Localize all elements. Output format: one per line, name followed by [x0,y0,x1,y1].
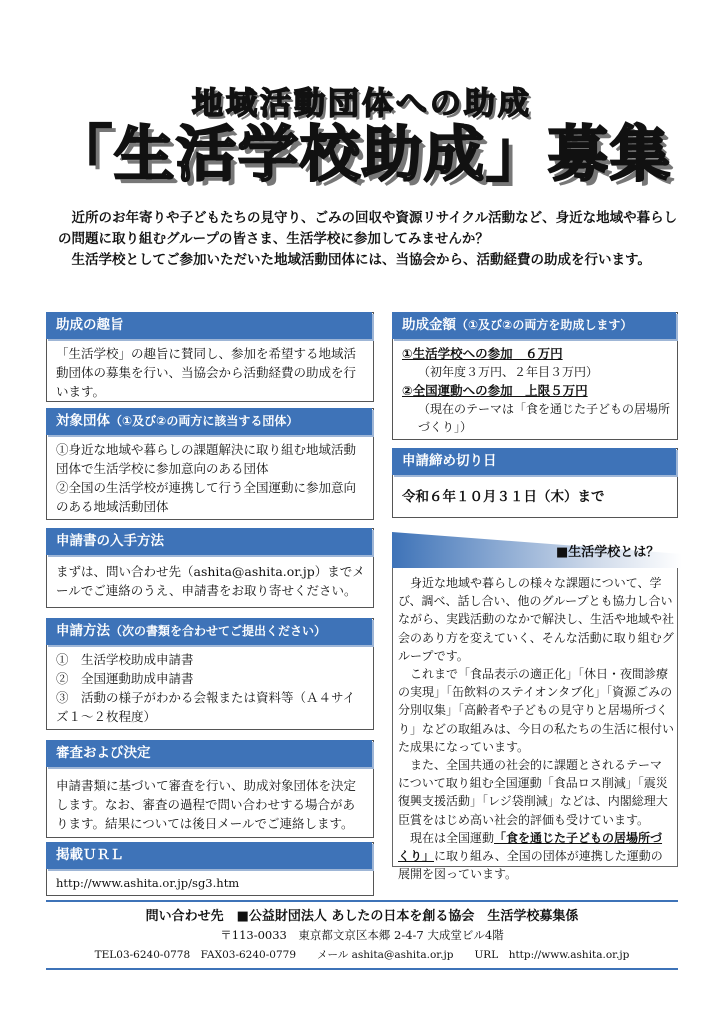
review-text: 申請書類に基づいて審査を行い、助成対象団体を決定します。なお、審査の過程で問い合わせする場合があります。結果については後日メールでご連絡します。 [56,778,357,831]
amount-line-1-note: （初年度３万円、２年目３万円） [418,365,599,379]
footer-top-rule [46,900,678,902]
deadline-header: 申請締め切り日 [392,448,676,475]
intro-paragraph-2: 生活学校としてご参加いただいた地域活動団体には、当協会から、活動経費の助成を行います。 [58,252,651,268]
amount-line-2-note: （現在のテーマは「食を通じた子どもの居場所づくり」） [418,402,671,434]
about-paragraph-4 [398,829,674,884]
target-item-1: ①身近な地域や暮らしの課題解決に取り組む地域活動団体で生活学校に参加意向のある団体 [56,442,357,476]
purpose-text: 「生活学校」の趣旨に賛同し、参加を希望する地域活動団体の募集を行い、当協会から活動経費の助成を行います。 [56,346,357,399]
intro [58,208,678,271]
about-p4-tail: に取り組み、全国の団体が連携した運動の展開を図っています。 [398,849,663,882]
amount-header [392,312,676,339]
url-header: 掲載ＵＲＬ [46,842,372,869]
method-item-1: ① 生活学校助成申請書 [56,652,194,667]
amount-header-label: 助成金額 [402,317,456,333]
about-paragraph-2: これまで「食品表示の適正化」「休日・夜間診療の実現」「缶飲料のステイオンタブ化」「資源ごみの分別収集」「高齢者や子どもの見守りと居場所づくり」などの取組みは、今日の私たちの生活に根付いた成果になっています。 [398,667,675,754]
page-title: 「生活学校助成」募集 [52,120,672,190]
method-list [56,650,366,726]
obtain-header: 申請書の入手方法 [46,528,372,555]
method-header [46,618,372,645]
method-header-label: 申請方法 [56,623,110,639]
review-header: 審査および決定 [46,740,372,767]
method-header-sub: （次の書類を合わせてご提出ください） [110,624,327,638]
amount-body [402,344,672,436]
about-p4-theme: 「食を通じた子どもの居場所づくり」 [398,830,663,864]
amount-header-sub: （①及び②の両方を助成します） [456,318,633,332]
target-header [46,408,372,435]
footer-contacts: TEL03-6240-0778 FAX03-6240-0779 メール ashita@ashita.or.jp URL http://www.ashita.or.jp [94,949,630,961]
about-header: ■生活学校とは？ [556,545,660,560]
url-text[interactable]: http://www.ashita.or.jp/sg3.htm [56,876,240,890]
obtain-text: まずは、問い合わせ先（ashita@ashita.or.jp）までメールでご連絡のうえ、申請書をお取り寄せください。 [56,564,365,598]
footer-contact: 問い合わせ先 ■公益財団法人 あしたの日本を創る協会 生活学校募集係 [145,909,579,924]
amount-line-2: ②全国運動への参加 上限５万円 [402,383,588,398]
about-body [398,574,674,883]
title-line1: 地域活動団体への助成 [192,86,532,122]
deadline-text: 令和６年１０月３１日（木）まで [402,489,605,505]
amount-line-1: ①生活学校への参加 ６万円 [402,346,563,361]
target-header-label: 対象団体 [56,413,110,429]
footer-address: 〒113-0033 東京都文京区本郷 2-4-7 大成堂ビル4階 [220,928,504,942]
target-item-2: ②全国の生活学校が連携して行う全国運動に参加意向のある地域活動団体 [56,480,357,514]
target-list [56,440,366,516]
footer-bottom-rule [46,968,678,970]
intro-paragraph-1: 近所のお年寄りや子どもたちの見守り、ごみの回収や資源リサイクル活動など、身近な地域や暮らしの問題に取り組むグループの皆さま、生活学校に参加してみませんか？ [58,210,678,247]
about-paragraph-3: また、全国共通の社会的に課題とされるテーマについて取り組む全国運動「食品ロス削減」「震災復興支援活動」「レジ袋削減」などは、内閣総理大臣賞をはじめ高い社会的評価も受けています。 [398,758,668,827]
about-paragraph-1: 身近な地域や暮らしの様々な課題について、学び、調べ、話し合い、他のグループとも協力し合いながら、実践活動のなかで解決し、生活や地域や社会のあり方を変えていく、そんな活動に取り組むグループです。 [398,576,675,663]
target-header-sub: （①及び②の両方に該当する団体） [110,414,299,428]
purpose-header: 助成の趣旨 [46,312,372,339]
method-item-3: ③ 活動の様子がわかる会報または資料等（Ａ４サイズ１～２枚程度） [56,690,356,724]
method-item-2: ② 全国運動助成申請書 [56,671,194,686]
about-p4-lead: 現在は全国運動 [398,830,495,845]
